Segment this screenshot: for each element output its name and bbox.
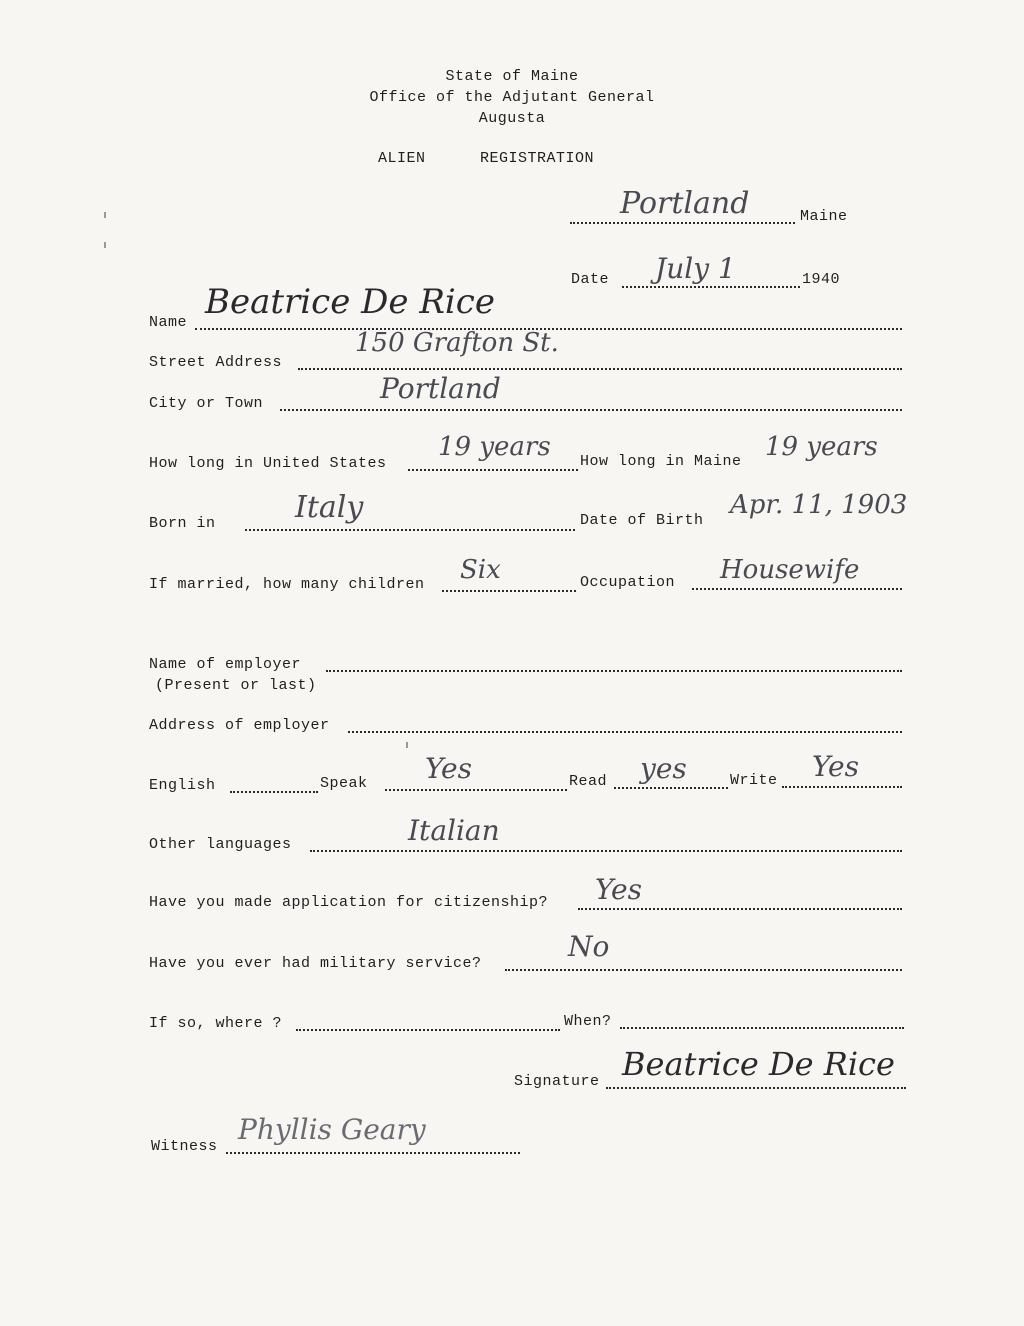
- born-line: [245, 529, 575, 531]
- speak-line: [385, 789, 567, 791]
- children-label: If married, how many children: [149, 576, 425, 593]
- citizenship-label: Have you made application for citizenship?: [149, 894, 549, 911]
- street-label: Street Address: [149, 354, 283, 371]
- where-line: [296, 1029, 560, 1031]
- street-line: [298, 368, 902, 370]
- signature-value: Beatrice De Rice: [622, 1045, 895, 1083]
- employer-label: Name of employer: [149, 656, 302, 673]
- maine-duration-value: 19 years: [765, 432, 878, 462]
- header-city: Augusta: [478, 110, 546, 127]
- speak-value: Yes: [425, 752, 472, 785]
- employer-address-line: [348, 731, 902, 733]
- place-line: [570, 222, 795, 224]
- witness-line: [226, 1152, 520, 1154]
- place-state: Maine: [800, 208, 848, 225]
- military-value: No: [568, 930, 610, 963]
- place-value: Portland: [620, 186, 750, 221]
- children-value: Six: [460, 555, 501, 585]
- us-duration-value: 19 years: [438, 432, 551, 462]
- margin-mark: [104, 212, 106, 218]
- us-duration-label: How long in United States: [149, 455, 387, 472]
- employer-sublabel: (Present or last): [155, 677, 317, 694]
- witness-value: Phyllis Geary: [238, 1113, 426, 1146]
- military-line: [505, 969, 902, 971]
- other-languages-value: Italian: [408, 814, 500, 847]
- write-value: Yes: [812, 750, 859, 783]
- occupation-value: Housewife: [720, 555, 860, 585]
- english-line: [230, 791, 318, 793]
- date-year: 1940: [802, 271, 841, 288]
- street-value: 150 Grafton St.: [355, 328, 559, 358]
- dob-value: Apr. 11, 1903: [730, 490, 908, 520]
- occupation-label: Occupation: [580, 574, 676, 591]
- city-label: City or Town: [149, 395, 264, 412]
- born-value: Italy: [295, 490, 364, 525]
- witness-label: Witness: [151, 1138, 218, 1155]
- us-duration-line: [408, 469, 578, 471]
- date-line: [622, 286, 800, 288]
- read-value: yes: [640, 752, 687, 785]
- speak-label: Speak: [320, 775, 368, 792]
- city-value: Portland: [380, 372, 501, 405]
- military-label: Have you ever had military service?: [149, 955, 482, 972]
- when-label: When?: [564, 1013, 612, 1030]
- when-line: [620, 1027, 904, 1029]
- date-label: Date: [571, 271, 610, 288]
- other-languages-line: [310, 850, 902, 852]
- employer-line: [326, 670, 902, 672]
- citizenship-value: Yes: [595, 873, 642, 906]
- maine-duration-label: How long in Maine: [580, 453, 742, 470]
- title-registration: REGISTRATION: [480, 150, 595, 167]
- children-line: [442, 590, 576, 592]
- read-label: Read: [569, 773, 608, 790]
- name-value: Beatrice De Rice: [205, 282, 495, 322]
- name-label: Name: [149, 314, 188, 331]
- employer-address-label: Address of employer: [149, 717, 330, 734]
- dob-label: Date of Birth: [580, 512, 704, 529]
- write-line: [782, 786, 902, 788]
- read-line: [614, 787, 728, 789]
- margin-mark: [104, 242, 106, 248]
- title-alien: ALIEN: [378, 150, 426, 167]
- date-value: July 1: [655, 252, 736, 285]
- born-label: Born in: [149, 515, 216, 532]
- stray-mark: [406, 742, 408, 748]
- where-label: If so, where ?: [149, 1015, 283, 1032]
- citizenship-line: [578, 908, 902, 910]
- occupation-line: [692, 588, 902, 590]
- header-office: Office of the Adjutant General: [369, 89, 655, 106]
- header-state: State of Maine: [445, 68, 579, 85]
- english-label: English: [149, 777, 216, 794]
- city-line: [280, 409, 902, 411]
- signature-label: Signature: [514, 1073, 600, 1090]
- other-languages-label: Other languages: [149, 836, 292, 853]
- signature-line: [606, 1087, 906, 1089]
- write-label: Write: [730, 772, 778, 789]
